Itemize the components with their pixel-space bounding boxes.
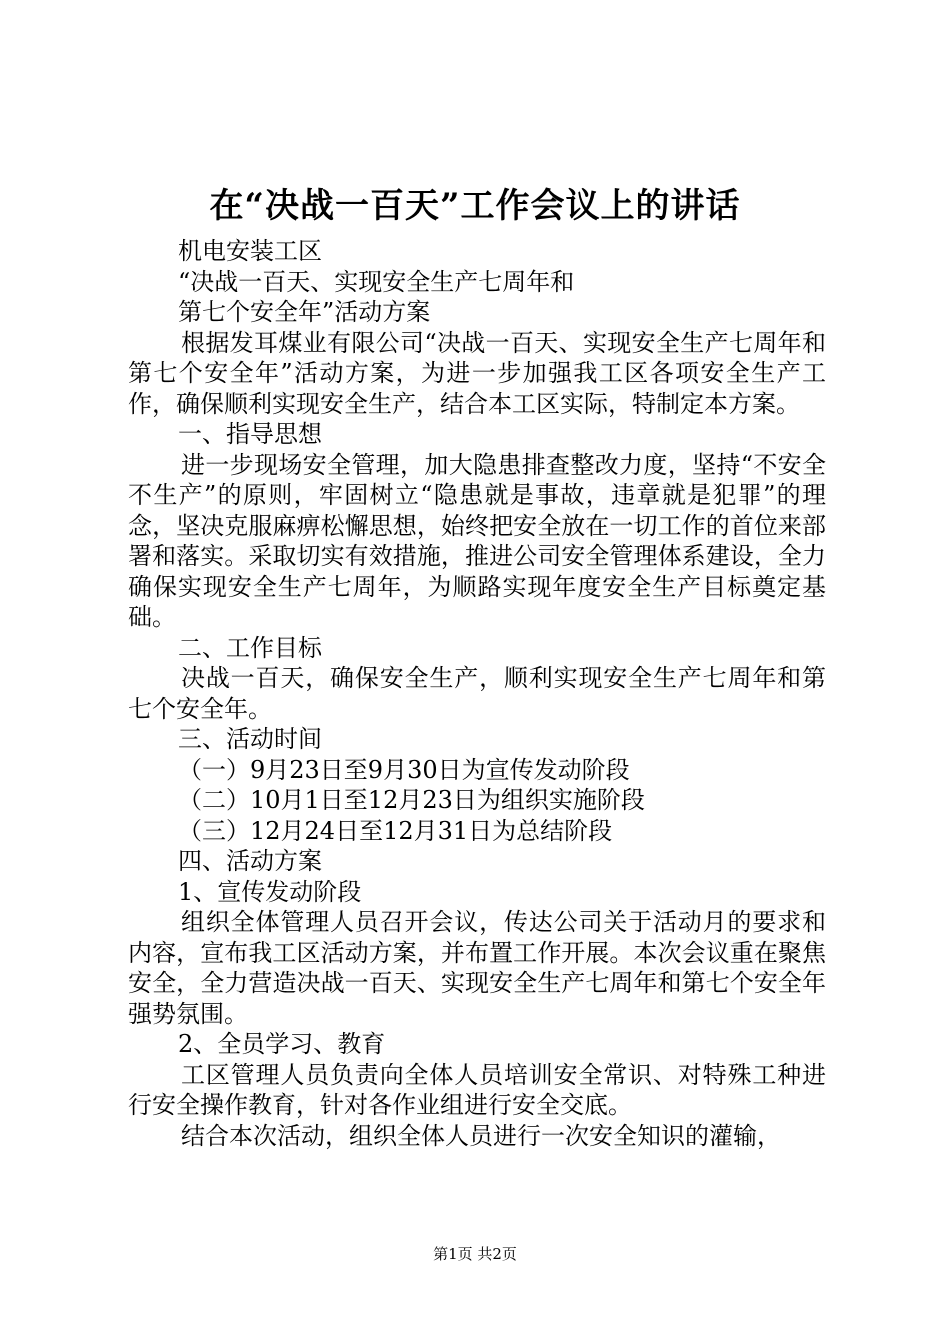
subsection-heading-1: 1、宣传发动阶段	[178, 877, 362, 906]
document-body	[128, 236, 826, 1151]
section-heading-1: 一、指导思想	[178, 420, 322, 448]
timeline-item-1: （一）9月23日至9月30日为宣传发动阶段	[178, 755, 630, 784]
subsection-heading-2: 2、全员学习、教育	[178, 1030, 386, 1058]
training-paragraph: 工区管理人员负责向全体人员培训安全常识、对特殊工种进行安全操作教育，针对各作业组进行安全交底。	[128, 1060, 826, 1119]
knowledge-paragraph: 结合本次活动，组织全体人员进行一次安全知识的灌输，	[181, 1121, 781, 1150]
plan-title-line-2: 第七个安全年”活动方案	[178, 298, 431, 326]
department-line: 机电安装工区	[178, 237, 322, 265]
section-heading-3: 三、活动时间	[178, 725, 322, 753]
document-title: 在“决战一百天”工作会议上的讲话	[209, 186, 741, 226]
publicity-paragraph: 组织全体管理人员召开会议，传达公司关于活动月的要求和内容，宣布我工区活动方案，并布置工作开展。本次会议重在聚焦安全，全力营造决战一百天、实现安全生产七周年和第七个安全年强势氛围。	[128, 908, 826, 1028]
work-goal-paragraph: 决战一百天，确保安全生产，顺利实现安全生产七周年和第七个安全年。	[128, 664, 826, 723]
timeline-item-3: （三）12月24日至12月31日为总结阶段	[178, 816, 613, 845]
section-heading-4: 四、活动方案	[178, 847, 322, 875]
guiding-thought-paragraph: 进一步现场安全管理，加大隐患排查整改力度，坚持“不安全不生产”的原则，牢固树立“隐患就是事故，违章就是犯罪”的理念，坚决克服麻痹松懈思想，始终把安全放在一切工作的首位来部署和落实。采取切实有效措施，推进公司安全管理体系建设，全力确保实现安全生产七周年，为顺路实现年度安全生产目标奠定基础。	[128, 450, 826, 631]
timeline-item-2: （二）10月1日至12月23日为组织实施阶段	[178, 786, 645, 814]
intro-paragraph: 根据发耳煤业有限公司“决战一百天、实现安全生产七周年和第七个安全年”活动方案，为进一步加强我工区各项安全生产工作，确保顺利实现安全生产，结合本工区实际，特制定本方案。	[128, 328, 826, 418]
section-heading-2: 二、工作目标	[178, 633, 322, 662]
page-footer: 第1页 共2页	[433, 1245, 517, 1263]
plan-title-line-1: “决战一百天、实现安全生产七周年和	[178, 267, 575, 296]
